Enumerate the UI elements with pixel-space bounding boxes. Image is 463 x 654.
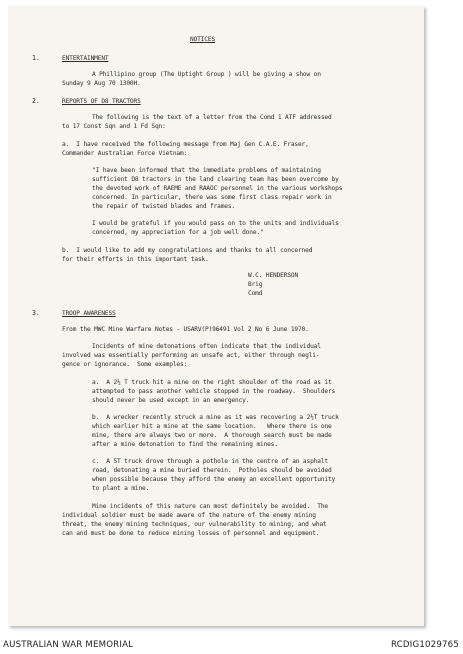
quote-line: the repair of twisted blades and frames. [92, 203, 236, 210]
text-line: road, detonating a mine buried therein. Potholes should be avoided [92, 467, 332, 474]
quote-line: concerned. In particular, there was some first class repair work in [92, 194, 332, 201]
text-line: a. I have received the following message from Maj Gen C.A.E. Fraser, [62, 141, 309, 148]
text-line: which earlier hit a mine at the same location. Where there is one [92, 423, 332, 430]
text-line: can and must be done to reduce mining losses of personnel and equipment. [62, 530, 320, 537]
signature-rank: Brig [248, 281, 263, 288]
text-line: mine, there are always two or more. A thorough search must be made [92, 432, 332, 439]
quote-line: concerned, my appreciation for a job well done." [92, 229, 264, 236]
text-line: Commander Australian Force Vietnam: [62, 150, 188, 157]
section-number: 1. [32, 54, 40, 62]
text-line: individual soldier must be made aware of the nature of the enemy mining [62, 512, 316, 519]
text-line: threat, the enemy mining techniques, our vulnerability to mining, and what [62, 521, 327, 528]
text-line: b. A wrecker recently struck a mine as it was recovering a 2½T truck [92, 414, 339, 421]
text-line: a. A 2½ T truck hit a mine on the right shoulder of the road as it [92, 379, 332, 386]
text-line: The following is the text of a letter from the Comd 1 ATF addressed [92, 114, 332, 121]
quote-line: the devoted work of RAEME and RAAOC personnel in the various workshops [92, 185, 343, 192]
text-line: involved was essentially performing an unsafe act, either through negli- [62, 352, 320, 359]
footer-bar [0, 634, 463, 654]
text-line: to plant a mine. [92, 485, 150, 492]
text-line: for their efforts in this important task. [62, 256, 209, 263]
section-heading: REPORTS OF D8 TRACTORS [62, 98, 141, 105]
signature-title: Comd [248, 290, 263, 297]
text-line: A Phillipino group (The Uptight Group ) will be giving a show on [92, 71, 321, 78]
text-line: From the MWC Mine Warfare Notes - USARV(P)96491 Vol 2 No 6 June 1970. [62, 326, 309, 333]
text-line: Mine incidents of this nature can most definitely be avoided. The [92, 503, 328, 510]
footer-source-label: AUSTRALIAN WAR MEMORIAL [3, 640, 134, 650]
page-title: NOTICES [190, 36, 216, 43]
text-line: attempted to pass another vehicle stopped in the roadway. Shoulders [92, 388, 336, 395]
text-line: to 17 Const Sqn and 1 Fd Sqn: [62, 123, 166, 130]
text-line: Sunday 9 Aug 70 1300H. [62, 80, 141, 87]
document-page [8, 6, 424, 626]
text-line: c. A 5T truck drove through a pothole in the centre of an asphalt [92, 458, 328, 465]
footer-record-id: RCDIG1029765 [390, 640, 459, 650]
quote-line: "I have been informed that the immediate problems of maintaining [92, 167, 321, 174]
quote-line: sufficient D8 tractors in the land clearing team has been overcome by [92, 176, 339, 183]
section-number: 3. [32, 309, 40, 317]
text-line: Incidents of mine detonations often indicate that the individual [92, 343, 321, 350]
section-number: 2. [32, 97, 40, 105]
text-line: when possible because they afford the enemy an excellent opportunity [92, 476, 336, 483]
quote-line: I would be grateful if you would pass on to the units and individuals [92, 220, 339, 227]
signature-name: W.C. HENDERSON [248, 272, 299, 279]
text-line: gence or ignorance. Some examples: [62, 361, 188, 368]
text-line: b. I would like to add my congratulations and thanks to all concerned [62, 247, 313, 254]
text-line: should never be used except in an emergency. [92, 397, 250, 404]
section-heading: TROOP AWARENESS [62, 310, 116, 317]
text-line: after a mine detonation to find the remaining mines. [92, 441, 278, 448]
section-heading: ENTERTAINMENT [62, 55, 109, 62]
